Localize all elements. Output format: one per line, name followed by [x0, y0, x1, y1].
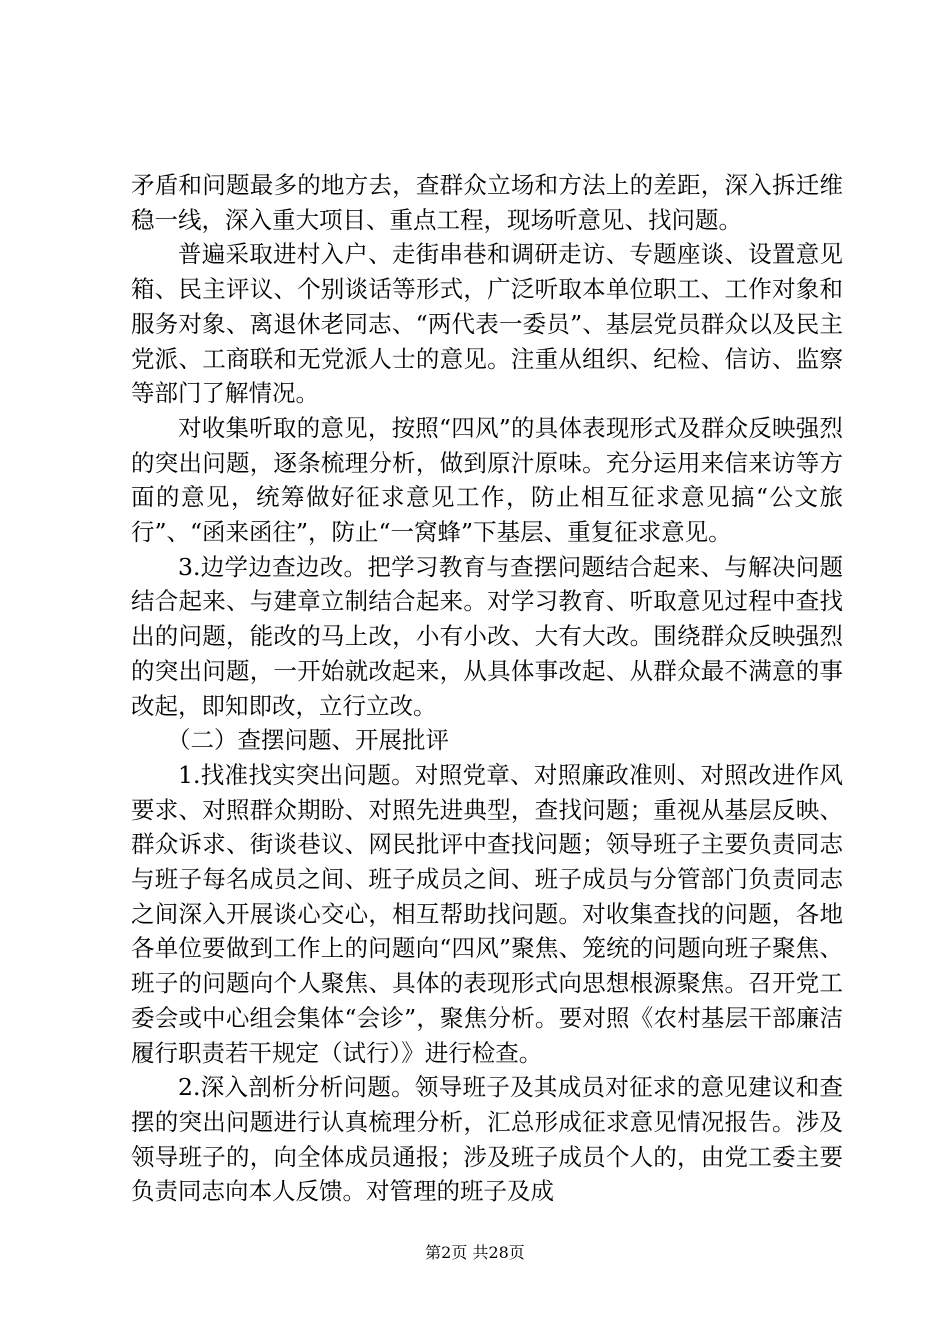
paragraph-analyze-problems: 2.深入剖析分析问题。领导班子及其成员对征求的意见建议和查摆的突出问题进行认真梳理分析，汇总形成征求意见情况报告。涉及领导班子的，向全体成员通报；涉及班子成员个人的，由党工委主要负责同志向本人反馈。对管理的班子及成	[131, 1073, 843, 1206]
paragraph-learn-check-fix: 3.边学边查边改。把学习教育与查摆问题结合起来、与解决问题结合起来、与建章立制结合起来。对学习教育、听取意见过程中查找出的问题，能改的马上改，小有小改、大有大改。围绕群众反映强烈的突出问题，一开始就改起来，从具体事改起、从群众最不满意的事改起，即知即改，立行立改。	[131, 552, 843, 720]
page-footer: 第2页 共28页	[425, 1243, 525, 1262]
paragraph-solicit-methods: 普遍采取进村入户、走街串巷和调研走访、专题座谈、设置意见箱、民主评议、个别谈话等形式，广泛听取本单位职工、工作对象和服务对象、离退休老同志、“两代表一委员”、基层党员群众以及民主党派、工商联和无党派人士的意见。注重从组织、纪检、信访、监察等部门了解情况。	[131, 240, 843, 408]
paragraph-organize-opinions: 对收集听取的意见，按照“四风”的具体表现形式及群众反映强烈的突出问题，逐条梳理分析，做到原汁原味。充分运用来信来访等方面的意见，统筹做好征求意见工作，防止相互征求意见搞“公文旅行”、“函来函往”，防止“一窝蜂”下基层、重复征求意见。	[131, 413, 843, 547]
section-heading-check-problems: （二）查摆问题、开展批评	[167, 726, 449, 755]
document-body	[131, 168, 843, 1209]
paragraph-find-problems: 1.找准找实突出问题。对照党章、对照廉政准则、对照改进作风要求、对照群众期盼、对照先进典型，查找问题；重视从基层反映、群众诉求、街谈巷议、网民批评中查找问题；领导班子主要负责同志与班子每名成员之间、班子成员之间、班子成员与分管部门负责同志之间深入开展谈心交心，相互帮助找问题。对收集查找的问题，各地各单位要做到工作上的问题向“四风”聚焦、笼统的问题向班子聚焦、班子的问题向个人聚焦、具体的表现形式向思想根源聚焦。召开党工委会或中心组会集体“会诊”，聚焦分析。要对照《农村基层干部廉洁履行职责若干规定（试行）》进行检查。	[131, 760, 843, 1067]
paragraph-continuation: 矛盾和问题最多的地方去，查群众立场和方法上的差距，深入拆迁维稳一线，深入重大项目、重点工程，现场听意见、找问题。	[131, 171, 843, 234]
